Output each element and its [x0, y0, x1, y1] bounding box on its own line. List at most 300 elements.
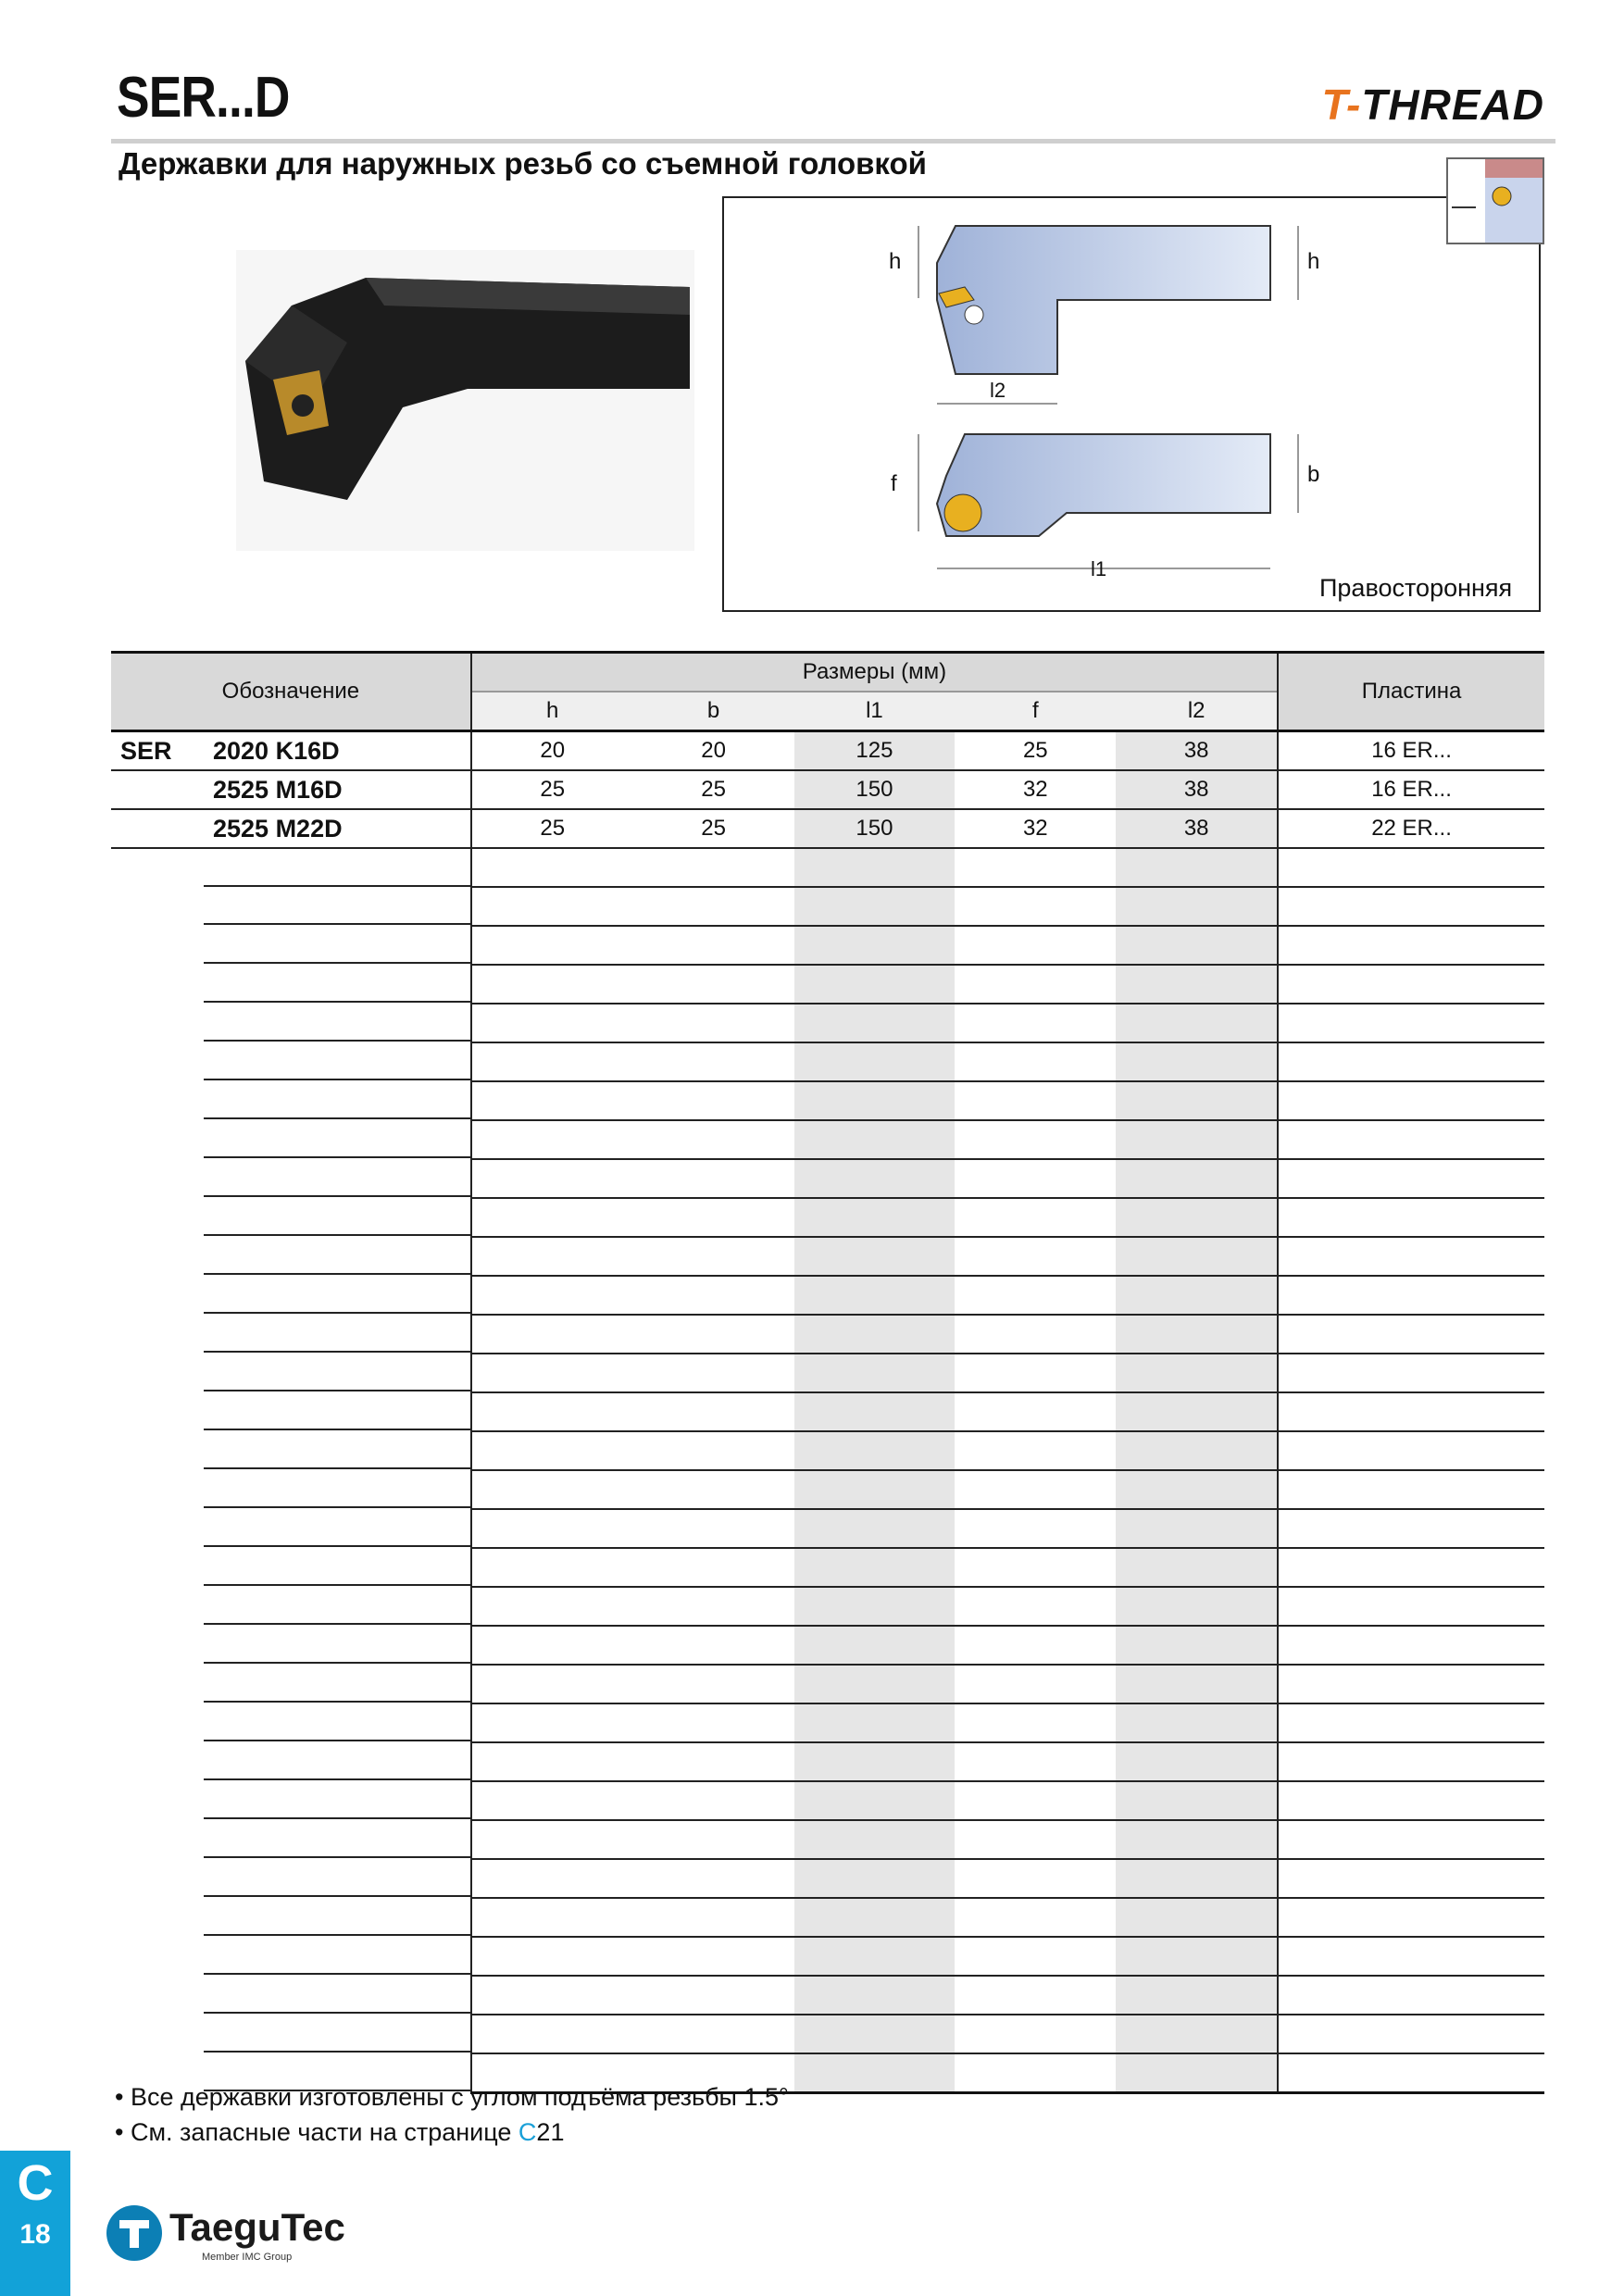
empty-row [111, 1781, 1544, 1820]
empty-cell [1278, 1781, 1544, 1820]
empty-cell [111, 1431, 471, 1470]
empty-cell [471, 926, 633, 965]
empty-cell [471, 1781, 633, 1820]
empty-cell [1278, 1004, 1544, 1042]
cell-b: 20 [633, 731, 794, 771]
empty-cell [955, 1004, 1116, 1042]
empty-cell [633, 1548, 794, 1587]
empty-cell [1116, 1392, 1278, 1431]
cell-l2: 38 [1116, 731, 1278, 771]
cell-h: 25 [471, 770, 633, 809]
header-designation: Обозначение [111, 653, 471, 731]
empty-cell [955, 926, 1116, 965]
empty-cell [794, 1781, 956, 1820]
row-code: 2525 M16D [213, 775, 343, 804]
empty-cell [794, 1548, 956, 1587]
cell-insert: 16 ER... [1278, 770, 1544, 809]
empty-cell [633, 1431, 794, 1470]
empty-row [111, 1937, 1544, 1976]
header-h: h [471, 692, 633, 731]
empty-cell [471, 2015, 633, 2053]
empty-cell [471, 1898, 633, 1937]
section-letter: C [17, 2155, 54, 2211]
section-tab [0, 2151, 70, 2296]
empty-cell [471, 1392, 633, 1431]
empty-cell [1116, 1081, 1278, 1120]
empty-cell [633, 2015, 794, 2053]
empty-cell [1116, 1159, 1278, 1198]
empty-cell [1116, 1781, 1278, 1820]
empty-cell [794, 1120, 956, 1159]
empty-cell [111, 1081, 471, 1120]
empty-cell [1278, 1392, 1544, 1431]
brand-main: THREAD [1361, 81, 1544, 129]
empty-cell [633, 1081, 794, 1120]
empty-cell [633, 1781, 794, 1820]
empty-cell [111, 1276, 471, 1315]
empty-cell [794, 1159, 956, 1198]
empty-cell [1278, 2053, 1544, 2093]
specs-table [111, 651, 1544, 2094]
empty-cell [471, 1587, 633, 1626]
empty-cell [1116, 1509, 1278, 1548]
empty-cell [955, 1937, 1116, 1976]
cell-l1: 150 [794, 770, 956, 809]
header-insert: Пластина [1278, 653, 1544, 731]
empty-cell [111, 1120, 471, 1159]
empty-cell [794, 1392, 956, 1431]
empty-cell [1278, 1976, 1544, 2015]
cell-h: 20 [471, 731, 633, 771]
empty-row [111, 1315, 1544, 1354]
empty-cell [471, 1276, 633, 1315]
empty-cell [955, 1315, 1116, 1354]
row-designation [111, 809, 471, 848]
empty-cell [1116, 1315, 1278, 1354]
empty-cell [111, 1042, 471, 1081]
empty-cell [471, 1470, 633, 1509]
note-spare-parts-text: • См. запасные части на странице [115, 2118, 518, 2146]
empty-cell [471, 1081, 633, 1120]
label-f: f [891, 471, 897, 496]
cell-h: 25 [471, 809, 633, 848]
empty-cell [955, 1626, 1116, 1665]
label-l2: l2 [990, 379, 1006, 402]
empty-cell [1278, 848, 1544, 887]
empty-cell [633, 1820, 794, 1859]
empty-cell [794, 2053, 956, 2093]
empty-cell [111, 1159, 471, 1198]
empty-cell [111, 1665, 471, 1703]
row-designation [111, 731, 471, 771]
empty-cell [1116, 1470, 1278, 1509]
logo-subtext: Member IMC Group [202, 2252, 293, 2263]
empty-cell [955, 1159, 1116, 1198]
empty-cell [1116, 1742, 1278, 1781]
empty-cell [955, 1470, 1116, 1509]
empty-cell [471, 1315, 633, 1354]
empty-cell [633, 1937, 794, 1976]
empty-cell [1278, 1042, 1544, 1081]
empty-cell [471, 1159, 633, 1198]
dimension-diagram [722, 196, 1541, 612]
empty-cell [633, 1315, 794, 1354]
empty-cell [111, 1626, 471, 1665]
empty-row [111, 1587, 1544, 1626]
empty-cell [471, 1820, 633, 1859]
empty-cell [1116, 1198, 1278, 1237]
empty-cell [1116, 1431, 1278, 1470]
empty-cell [1116, 1004, 1278, 1042]
empty-row [111, 1703, 1544, 1742]
empty-cell [794, 1587, 956, 1626]
empty-cell [1116, 1237, 1278, 1276]
page-link-number: 21 [536, 2118, 565, 2146]
empty-row [111, 2015, 1544, 2053]
label-h-left: h [889, 249, 902, 274]
cell-l1: 150 [794, 809, 956, 848]
empty-cell [794, 1198, 956, 1237]
empty-row [111, 1042, 1544, 1081]
empty-cell [955, 1898, 1116, 1937]
empty-cell [1278, 1820, 1544, 1859]
empty-cell [955, 1587, 1116, 1626]
empty-cell [955, 1548, 1116, 1587]
empty-cell [794, 1937, 956, 1976]
empty-cell [633, 1237, 794, 1276]
empty-cell [955, 2015, 1116, 2053]
empty-cell [1116, 1703, 1278, 1742]
empty-cell [1116, 1042, 1278, 1081]
orientation-icon [1446, 157, 1544, 244]
empty-cell [471, 1548, 633, 1587]
empty-cell [633, 1120, 794, 1159]
empty-cell [633, 1665, 794, 1703]
label-l1: l1 [1091, 557, 1107, 580]
empty-cell [471, 1237, 633, 1276]
cell-f: 32 [955, 809, 1116, 848]
empty-cell [633, 1626, 794, 1665]
empty-cell [633, 1898, 794, 1937]
header-dimensions: Размеры (мм) [471, 653, 1278, 693]
empty-cell [111, 1976, 471, 2015]
page-title: SER...D [117, 66, 290, 130]
empty-cell [955, 1276, 1116, 1315]
empty-cell [794, 1431, 956, 1470]
empty-row [111, 1976, 1544, 2015]
empty-cell [471, 1859, 633, 1898]
cell-b: 25 [633, 770, 794, 809]
empty-cell [111, 1470, 471, 1509]
empty-cell [955, 1237, 1116, 1276]
empty-row [111, 1120, 1544, 1159]
empty-cell [111, 887, 471, 926]
empty-row [111, 1859, 1544, 1898]
empty-cell [633, 1470, 794, 1509]
empty-cell [1278, 2015, 1544, 2053]
dimension-drawing [724, 198, 1539, 610]
empty-cell [633, 1198, 794, 1237]
empty-cell [471, 1742, 633, 1781]
label-b: b [1307, 462, 1320, 487]
empty-cell [1278, 1703, 1544, 1742]
empty-cell [1278, 1509, 1544, 1548]
page-link-section[interactable]: C [518, 2118, 537, 2146]
hand-label: Правосторонняя [1319, 574, 1513, 602]
empty-cell [955, 1976, 1116, 2015]
empty-cell [633, 887, 794, 926]
empty-row [111, 1276, 1544, 1315]
empty-cell [1278, 1470, 1544, 1509]
empty-cell [794, 848, 956, 887]
empty-cell [111, 926, 471, 965]
empty-cell [471, 887, 633, 926]
empty-cell [1116, 1665, 1278, 1703]
empty-cell [1116, 1120, 1278, 1159]
empty-cell [1116, 1276, 1278, 1315]
empty-row [111, 1159, 1544, 1198]
header-rule [111, 139, 1555, 144]
empty-row [111, 1509, 1544, 1548]
row-prefix: SER [120, 736, 172, 765]
note-spare-parts [115, 2118, 564, 2147]
empty-cell [955, 1703, 1116, 1742]
empty-row [111, 1237, 1544, 1276]
empty-cell [471, 1354, 633, 1392]
empty-cell [1278, 1354, 1544, 1392]
empty-cell [794, 1509, 956, 1548]
empty-cell [1278, 1120, 1544, 1159]
table-row [111, 731, 1544, 771]
empty-row [111, 1081, 1544, 1120]
empty-cell [794, 1859, 956, 1898]
empty-row [111, 887, 1544, 926]
empty-row [111, 1431, 1544, 1470]
empty-cell [111, 1315, 471, 1354]
empty-cell [794, 1665, 956, 1703]
cell-f: 32 [955, 770, 1116, 809]
tool-holder-image [236, 250, 694, 551]
empty-cell [955, 1354, 1116, 1392]
empty-cell [471, 1120, 633, 1159]
empty-cell [794, 926, 956, 965]
empty-cell [1116, 848, 1278, 887]
taegutec-logo-text: TaeguTec [169, 2205, 345, 2249]
empty-cell [633, 1742, 794, 1781]
empty-row [111, 1354, 1544, 1392]
empty-cell [1116, 926, 1278, 965]
empty-cell [1116, 1354, 1278, 1392]
empty-cell [955, 1820, 1116, 1859]
page-subtitle: Державки для наружных резьб со съемной головкой [119, 146, 927, 181]
empty-cell [633, 1004, 794, 1042]
empty-row [111, 1392, 1544, 1431]
empty-cell [1116, 1976, 1278, 2015]
empty-cell [794, 965, 956, 1004]
taegutec-logo-icon [106, 2205, 162, 2261]
empty-row [111, 1626, 1544, 1665]
empty-cell [471, 1042, 633, 1081]
empty-cell [794, 1703, 956, 1742]
empty-cell [111, 1354, 471, 1392]
empty-cell [1278, 1548, 1544, 1587]
empty-cell [111, 1742, 471, 1781]
empty-cell [955, 1392, 1116, 1431]
empty-row [111, 1548, 1544, 1587]
empty-cell [1116, 1587, 1278, 1626]
empty-cell [1278, 1937, 1544, 1976]
empty-row [111, 848, 1544, 887]
brand-prefix: T- [1321, 81, 1362, 129]
empty-cell [633, 1392, 794, 1431]
empty-cell [1116, 1548, 1278, 1587]
empty-cell [111, 1587, 471, 1626]
empty-cell [471, 965, 633, 1004]
empty-cell [111, 1859, 471, 1898]
empty-cell [955, 848, 1116, 887]
empty-row [111, 965, 1544, 1004]
cell-l2: 38 [1116, 809, 1278, 848]
empty-cell [633, 965, 794, 1004]
cell-insert: 22 ER... [1278, 809, 1544, 848]
empty-cell [1278, 1665, 1544, 1703]
empty-cell [1278, 1859, 1544, 1898]
empty-cell [794, 1081, 956, 1120]
empty-cell [955, 2053, 1116, 2093]
empty-cell [471, 1431, 633, 1470]
cell-insert: 16 ER... [1278, 731, 1544, 771]
empty-cell [794, 1470, 956, 1509]
orientation-drawing [1448, 159, 1543, 243]
empty-cell [471, 1937, 633, 1976]
empty-cell [471, 1198, 633, 1237]
empty-cell [111, 1509, 471, 1548]
empty-cell [1278, 1198, 1544, 1237]
empty-cell [1278, 1431, 1544, 1470]
empty-cell [955, 1742, 1116, 1781]
page-number: 18 [19, 2219, 51, 2250]
empty-cell [1278, 1159, 1544, 1198]
empty-cell [471, 1703, 633, 1742]
empty-row [111, 1898, 1544, 1937]
empty-cell [633, 1276, 794, 1315]
empty-row [111, 1198, 1544, 1237]
empty-cell [955, 965, 1116, 1004]
empty-cell [1116, 1820, 1278, 1859]
empty-cell [1116, 1859, 1278, 1898]
empty-cell [1116, 965, 1278, 1004]
empty-cell [794, 1004, 956, 1042]
empty-cell [794, 1276, 956, 1315]
empty-cell [1116, 1898, 1278, 1937]
empty-cell [794, 1042, 956, 1081]
empty-cell [1116, 887, 1278, 926]
empty-cell [633, 1587, 794, 1626]
empty-cell [955, 1081, 1116, 1120]
empty-cell [955, 1120, 1116, 1159]
row-code: 2525 M22D [213, 814, 343, 842]
empty-cell [471, 1004, 633, 1042]
empty-row [111, 1820, 1544, 1859]
header-l1: l1 [794, 692, 956, 731]
empty-cell [794, 1315, 956, 1354]
empty-cell [794, 1898, 956, 1937]
empty-cell [1278, 1742, 1544, 1781]
empty-cell [111, 1392, 471, 1431]
empty-cell [1116, 2015, 1278, 2053]
empty-cell [633, 848, 794, 887]
empty-cell [794, 887, 956, 926]
cell-f: 25 [955, 731, 1116, 771]
row-code: 2020 K16D [213, 736, 340, 765]
empty-cell [955, 1781, 1116, 1820]
empty-row [111, 1665, 1544, 1703]
empty-cell [111, 1004, 471, 1042]
empty-cell [794, 1354, 956, 1392]
empty-cell [955, 887, 1116, 926]
brand-logo [1321, 80, 1544, 130]
empty-row [111, 1470, 1544, 1509]
empty-cell [794, 2015, 956, 2053]
empty-cell [794, 1976, 956, 2015]
row-designation [111, 770, 471, 809]
table-row [111, 770, 1544, 809]
empty-row [111, 1742, 1544, 1781]
empty-cell [955, 1042, 1116, 1081]
empty-cell [471, 1509, 633, 1548]
empty-cell [1278, 1315, 1544, 1354]
empty-cell [1116, 2053, 1278, 2093]
label-h-right: h [1307, 249, 1320, 274]
empty-cell [633, 1042, 794, 1081]
empty-cell [794, 1626, 956, 1665]
header-f: f [955, 692, 1116, 731]
empty-cell [111, 1898, 471, 1937]
empty-cell [471, 1665, 633, 1703]
header-l2: l2 [1116, 692, 1278, 731]
empty-cell [794, 1820, 956, 1859]
empty-cell [1278, 926, 1544, 965]
empty-cell [955, 1431, 1116, 1470]
empty-cell [1116, 1937, 1278, 1976]
empty-cell [111, 1703, 471, 1742]
empty-cell [633, 1159, 794, 1198]
cell-l2: 38 [1116, 770, 1278, 809]
empty-cell [633, 1703, 794, 1742]
empty-row [111, 926, 1544, 965]
empty-cell [633, 1354, 794, 1392]
product-photo [236, 250, 694, 551]
empty-cell [111, 848, 471, 887]
note-thread-angle: • Все державки изготовлены с углом подъёма резьбы 1.5° [115, 2083, 789, 2111]
empty-cell [1278, 1898, 1544, 1937]
empty-cell [111, 1781, 471, 1820]
empty-cell [471, 848, 633, 887]
table-row [111, 809, 1544, 848]
empty-cell [111, 1820, 471, 1859]
empty-cell [1278, 887, 1544, 926]
empty-cell [633, 1976, 794, 2015]
cell-l1: 125 [794, 731, 956, 771]
empty-cell [955, 1198, 1116, 1237]
empty-cell [633, 1859, 794, 1898]
empty-row [111, 1004, 1544, 1042]
empty-cell [111, 1237, 471, 1276]
empty-cell [111, 965, 471, 1004]
empty-cell [111, 2015, 471, 2053]
empty-cell [1278, 1626, 1544, 1665]
empty-cell [111, 1937, 471, 1976]
